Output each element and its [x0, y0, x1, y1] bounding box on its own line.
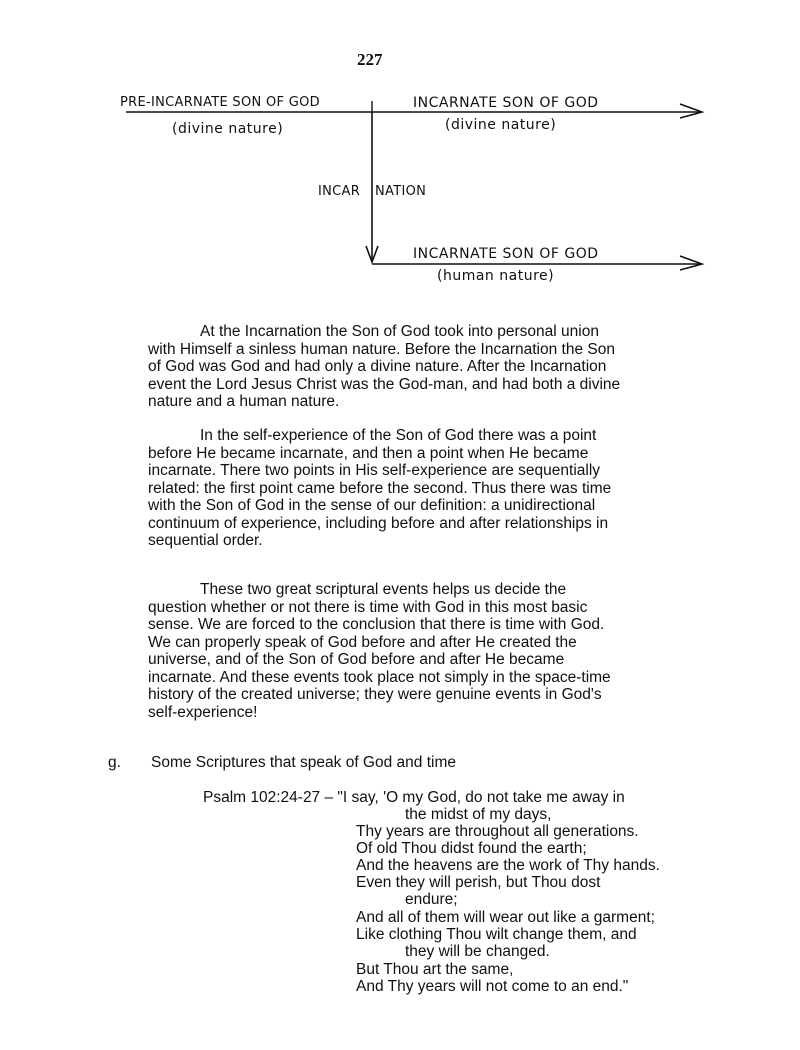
paragraph-3	[148, 581, 718, 721]
pre-incarnate-nature: (divine nature)	[172, 121, 284, 137]
verse-line: But Thou art the same,	[356, 961, 514, 978]
text-line: incarnate. And these events took place not simply in the space-time	[148, 668, 611, 686]
text-line: We can properly speak of God before and after He created the	[148, 633, 577, 651]
verse-line: Thy years are throughout all generations.	[356, 823, 639, 840]
text-line: before He became incarnate, and then a point when He became	[148, 444, 589, 462]
page-number: 227	[357, 50, 383, 69]
verse-line: the midst of my days,	[405, 806, 552, 823]
incarnation-label-left: INCAR	[318, 184, 361, 199]
psalm-reference: Psalm 102:24-27 – "I say, 'O my God, do not take me away in	[203, 789, 625, 806]
incarnate-top-label: INCARNATE SON OF GOD	[413, 95, 599, 111]
text-line: nature and a human nature.	[148, 393, 340, 410]
verse-line: And the heavens are the work of Thy hands.	[356, 857, 660, 874]
text-line: sequential order.	[148, 532, 263, 549]
verse-line: Even they will perish, but Thou dost	[356, 874, 601, 891]
top-arrowhead	[680, 104, 702, 118]
incarnation-diagram	[0, 0, 800, 300]
text-line: with the Son of God in the sense of our definition: a unidirectional	[148, 497, 596, 514]
paragraph-1	[148, 323, 718, 411]
text-line: continuum of experience, including before and after relationships in	[148, 514, 609, 532]
incarnate-bottom-label: INCARNATE SON OF GOD	[413, 246, 599, 262]
text-line: In the self-experience of the Son of God there was a point	[200, 427, 597, 444]
text-line: At the Incarnation the Son of God took into personal union	[200, 323, 599, 340]
verse-line: they will be changed.	[405, 943, 550, 960]
section-marker: g.	[108, 754, 121, 771]
verse-line: Of old Thou didst found the earth;	[356, 840, 587, 857]
verse-line: And all of them will wear out like a garment;	[356, 909, 655, 926]
text-line: related: the first point came before the second. Thus there was time	[148, 479, 612, 497]
incarnate-top-nature: (divine nature)	[445, 117, 557, 133]
pre-incarnate-label: PRE-INCARNATE SON OF GOD	[120, 95, 320, 110]
text-line: universe, and of the Son of God before and after He became	[148, 651, 565, 668]
text-line: sense. We are forced to the conclusion that there is time with God.	[148, 616, 605, 633]
text-line: question whether or not there is time with God in this most basic	[148, 598, 588, 616]
text-line: These two great scriptural events helps us decide the	[200, 581, 567, 598]
verse-line: And Thy years will not come to an end."	[356, 978, 629, 995]
text-line: of God was God and had only a divine nature. After the Incarnation	[148, 358, 607, 375]
text-line: event the Lord Jesus Christ was the God-man, and had both a divine	[148, 375, 621, 393]
section-title: Some Scriptures that speak of God and time	[151, 754, 456, 771]
verse-line: Like clothing Thou wilt change them, and	[356, 926, 637, 943]
verse-line: endure;	[405, 891, 458, 908]
incarnation-label-right: NATION	[375, 184, 427, 199]
bottom-arrowhead	[680, 256, 702, 270]
incarnate-bottom-nature: (human nature)	[437, 268, 555, 284]
text-line: with Himself a sinless human nature. Before the Incarnation the Son	[148, 340, 615, 358]
text-line: self-experience!	[148, 703, 258, 721]
text-line: incarnate. There two points in His self-experience are sequentially	[148, 462, 601, 479]
paragraph-2	[148, 427, 718, 550]
text-line: history of the created universe; they were genuine events in God's	[148, 686, 602, 703]
